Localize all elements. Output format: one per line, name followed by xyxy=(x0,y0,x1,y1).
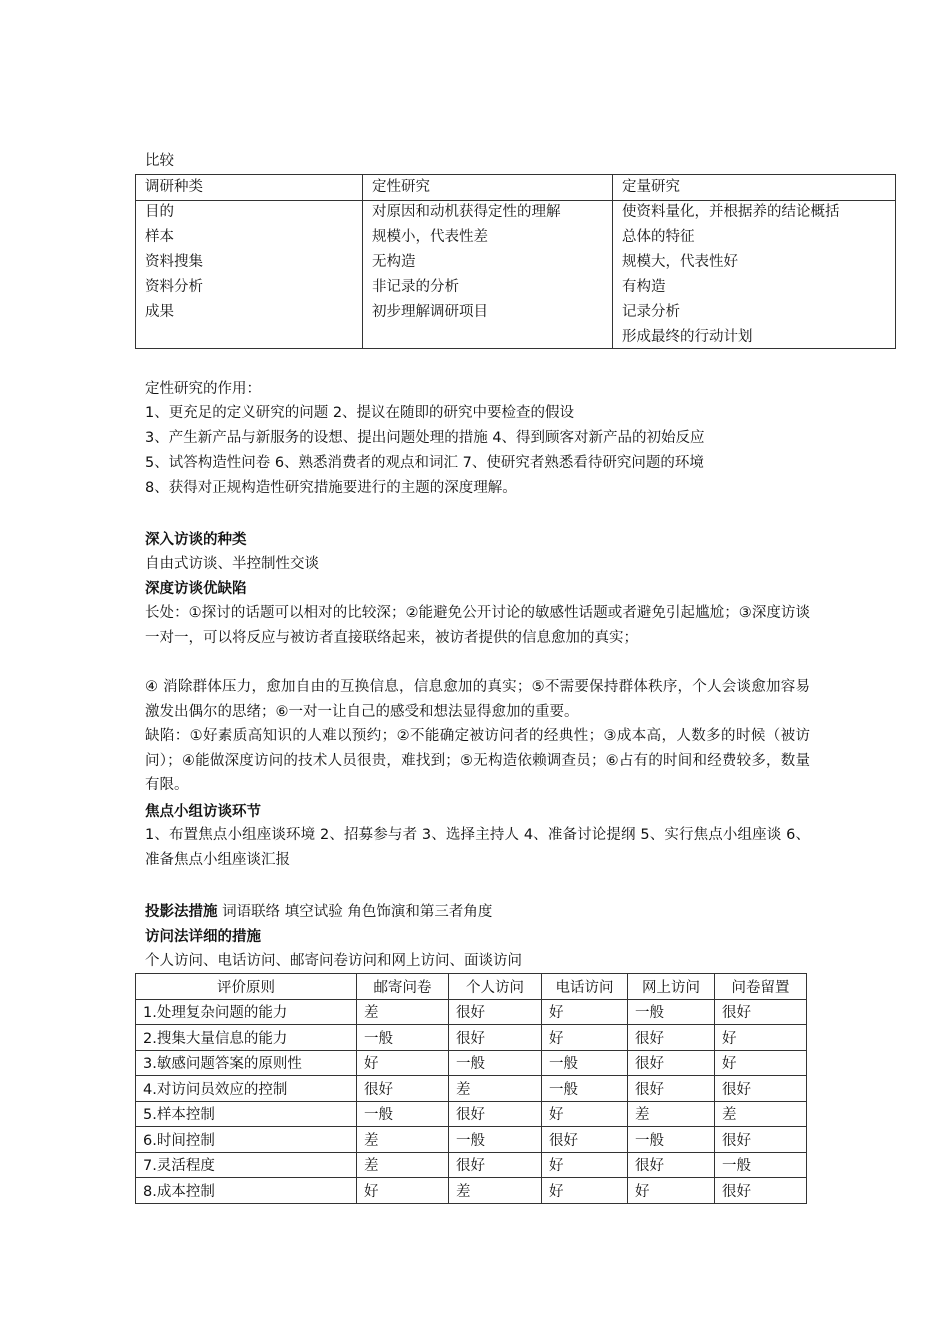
evaluation-cell: 很好 xyxy=(628,1076,715,1102)
evaluation-header-cell: 个人访问 xyxy=(449,974,542,1000)
evaluation-header-cell: 网上访问 xyxy=(628,974,715,1000)
evaluation-criterion: 2.搜集大量信息的能力 xyxy=(136,1025,357,1051)
evaluation-cell: 好 xyxy=(715,1050,807,1076)
focus-group-text: 1、布置焦点小组座谈环境 2、招募参与者 3、选择主持人 4、准备讨论提纲 5、实行焦点小组座谈 6、准备焦点小组座谈汇报 xyxy=(145,827,810,868)
evaluation-cell: 很好 xyxy=(715,1127,807,1153)
comparison-quantitative-item: 有构造 xyxy=(622,279,666,295)
comparison-category: 样本 xyxy=(145,229,174,245)
evaluation-cell: 一般 xyxy=(449,1050,542,1076)
comparison-category-column xyxy=(145,200,203,325)
role-line: 8、获得对正规构造性研究措施要进行的主题的深度理解。 xyxy=(145,480,517,496)
interview-types-text: 自由式访谈、半控制性交谈 xyxy=(145,556,319,572)
evaluation-cell: 一般 xyxy=(715,1152,807,1178)
interview-methods-text: 个人访问、电话访问、邮寄问卷访问和网上访问、面谈访问 xyxy=(145,953,522,969)
projective-line xyxy=(145,902,492,922)
evaluation-header-cell: 问卷留置 xyxy=(715,974,807,1000)
evaluation-cell: 一般 xyxy=(357,1025,449,1051)
evaluation-cell: 一般 xyxy=(357,1101,449,1127)
evaluation-cell: 很好 xyxy=(628,1050,715,1076)
pros-cons-heading: 深度访谈优缺陷 xyxy=(145,581,247,597)
comparison-category: 资料分析 xyxy=(145,279,203,295)
table-row xyxy=(136,1101,807,1127)
evaluation-cell: 好 xyxy=(357,1050,449,1076)
comparison-table xyxy=(135,174,896,349)
evaluation-cell: 一般 xyxy=(542,1076,628,1102)
cons-paragraph: 缺陷：①好素质高知识的人难以预约；②不能确定被访问者的经典性；③成本高，人数多的时候（被访问）；④能做深度访问的技术人员很贵，难找到；⑤无构造依赖调查员；⑥占有的时间和经费较多，数量有限。 xyxy=(145,728,810,794)
evaluation-cell: 一般 xyxy=(628,1127,715,1153)
comparison-quantitative-column xyxy=(622,200,840,350)
evaluation-cell: 一般 xyxy=(542,1050,628,1076)
evaluation-cell: 很好 xyxy=(715,999,807,1025)
role-line: 1、更充足的定义研究的问题 2、提议在随即的研究中要检查的假设 xyxy=(145,405,575,421)
evaluation-cell: 很好 xyxy=(449,1025,542,1051)
evaluation-cell: 好 xyxy=(542,1101,628,1127)
evaluation-criterion: 4.对访问员效应的控制 xyxy=(136,1076,357,1102)
comparison-quantitative-item: 记录分析 xyxy=(622,304,680,320)
evaluation-header-row xyxy=(136,974,807,1000)
evaluation-cell: 很好 xyxy=(715,1076,807,1102)
comparison-header-cell: 调研种类 xyxy=(145,179,203,195)
evaluation-cell: 一般 xyxy=(449,1127,542,1153)
interview-types-heading: 深入访谈的种类 xyxy=(145,532,247,548)
table-row xyxy=(136,1127,807,1153)
comparison-header-cell: 定量研究 xyxy=(622,179,680,195)
evaluation-header-cell: 邮寄问卷 xyxy=(357,974,449,1000)
evaluation-cell: 差 xyxy=(357,1152,449,1178)
evaluation-cell: 很好 xyxy=(449,999,542,1025)
evaluation-criterion: 5.样本控制 xyxy=(136,1101,357,1127)
evaluation-cell: 好 xyxy=(542,1152,628,1178)
evaluation-cell: 差 xyxy=(357,999,449,1025)
evaluation-cell: 一般 xyxy=(628,999,715,1025)
table-row xyxy=(136,1076,807,1102)
evaluation-cell: 差 xyxy=(449,1076,542,1102)
comparison-qualitative-item: 非记录的分析 xyxy=(372,279,459,295)
table-row xyxy=(136,1178,807,1204)
projective-heading: 投影法措施 xyxy=(145,904,218,920)
evaluation-cell: 很好 xyxy=(715,1178,807,1204)
evaluation-criterion: 1.处理复杂问题的能力 xyxy=(136,999,357,1025)
evaluation-criterion: 3.敏感问题答案的原则性 xyxy=(136,1050,357,1076)
comparison-qualitative-column xyxy=(372,200,561,325)
comparison-qualitative-item: 初步理解调研项目 xyxy=(372,304,488,320)
evaluation-cell: 很好 xyxy=(357,1076,449,1102)
comparison-quantitative-item: 规模大，代表性好 xyxy=(622,254,738,270)
evaluation-header-cell: 评价原则 xyxy=(136,974,357,1000)
comparison-title: 比较 xyxy=(145,153,174,169)
comparison-qualitative-item: 无构造 xyxy=(372,254,416,270)
evaluation-cell: 很好 xyxy=(628,1025,715,1051)
comparison-quantitative-item: 使资料量化，并根据养的结论概括 xyxy=(622,204,840,220)
table-row xyxy=(136,1050,807,1076)
pros-paragraph-2: ④ 消除群体压力，愈加自由的互换信息，信息愈加的真实；⑤不需要保持群体秩序，个人会谈愈加容易激发出偶尔的思绪；⑥一对一让自己的感受和想法显得愈加的重要。 xyxy=(145,679,810,720)
evaluation-criterion: 8.成本控制 xyxy=(136,1178,357,1204)
table-row xyxy=(136,999,807,1025)
comparison-category: 资料搜集 xyxy=(145,254,203,270)
role-line: 5、试答构造性问卷 6、熟悉消费者的观点和词汇 7、使研究者熟悉看待研究问题的环境 xyxy=(145,455,704,471)
evaluation-cell: 很好 xyxy=(449,1101,542,1127)
interview-methods-heading: 访问法详细的措施 xyxy=(145,929,261,945)
comparison-quantitative-item: 形成最终的行动计划 xyxy=(622,329,753,345)
comparison-quantitative-item: 总体的特征 xyxy=(622,229,695,245)
comparison-header-row xyxy=(136,175,895,201)
comparison-header-cell: 定性研究 xyxy=(372,179,430,195)
table-row xyxy=(136,1025,807,1051)
evaluation-table xyxy=(135,973,807,1204)
evaluation-cell: 很好 xyxy=(542,1127,628,1153)
comparison-divider xyxy=(612,175,613,348)
table-row xyxy=(136,1152,807,1178)
evaluation-cell: 好 xyxy=(542,1025,628,1051)
evaluation-cell: 差 xyxy=(628,1101,715,1127)
projective-text: 词语联络 填空试验 角色饰演和第三者角度 xyxy=(217,904,493,920)
comparison-qualitative-item: 规模小，代表性差 xyxy=(372,229,488,245)
focus-group-heading: 焦点小组访谈环节 xyxy=(145,804,261,820)
role-title: 定性研究的作用： xyxy=(145,381,261,397)
evaluation-cell: 差 xyxy=(357,1127,449,1153)
evaluation-cell: 差 xyxy=(715,1101,807,1127)
evaluation-cell: 差 xyxy=(449,1178,542,1204)
evaluation-cell: 很好 xyxy=(449,1152,542,1178)
evaluation-criterion: 6.时间控制 xyxy=(136,1127,357,1153)
comparison-category: 成果 xyxy=(145,304,174,320)
evaluation-cell: 好 xyxy=(628,1178,715,1204)
comparison-category: 目的 xyxy=(145,204,174,220)
role-line: 3、产生新产品与新服务的设想、提出问题处理的措施 4、得到顾客对新产品的初始反应 xyxy=(145,430,705,446)
evaluation-cell: 好 xyxy=(715,1025,807,1051)
evaluation-cell: 好 xyxy=(542,999,628,1025)
comparison-divider xyxy=(362,175,363,348)
evaluation-cell: 好 xyxy=(357,1178,449,1204)
evaluation-header-cell: 电话访问 xyxy=(542,974,628,1000)
evaluation-cell: 很好 xyxy=(628,1152,715,1178)
evaluation-criterion: 7.灵活程度 xyxy=(136,1152,357,1178)
pros-paragraph-1: 长处：①探讨的话题可以相对的比较深；②能避免公开讨论的敏感性话题或者避免引起尴尬；③深度访谈一对一，可以将反应与被访者直接联络起来，被访者提供的信息愈加的真实； xyxy=(145,605,810,646)
evaluation-cell: 好 xyxy=(542,1178,628,1204)
comparison-qualitative-item: 对原因和动机获得定性的理解 xyxy=(372,204,561,220)
